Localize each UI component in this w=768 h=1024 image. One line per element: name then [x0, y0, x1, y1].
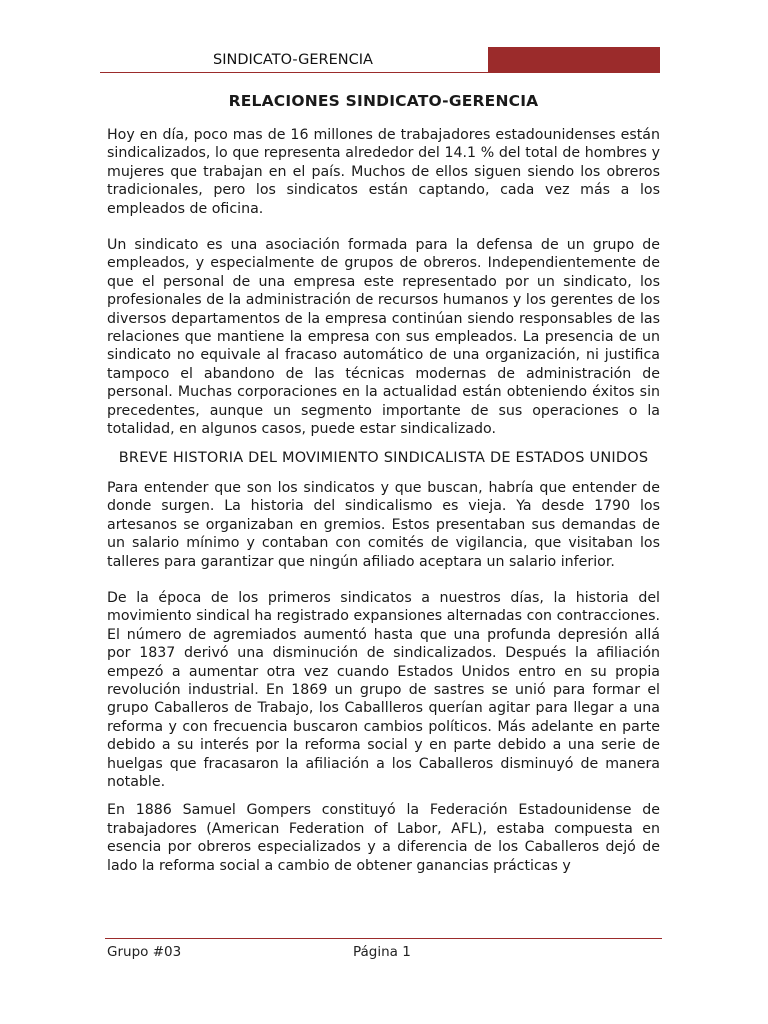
- paragraph-intro: Hoy en día, poco mas de 16 millones de trabajadores estadounidenses están sindicalizados, lo que representa alrededor del 14.1 % del total de hombres y mujeres que trabajan en el país. Muchos de ellos siguen siendo los obreros tradicionales, pero los sindicatos están captando, cada vez más a los empleados de oficina.: [107, 127, 660, 217]
- paragraph-history-origins: Para entender que son los sindicatos y que buscan, habría que entender de donde surgen. La historia del sindicalismo es vieja. Ya desde 1790 los artesanos se organizaban en gremios. Estos presentaban sus demandas de un salario mínimo y contaban con comités de vigilancia, que visitaban los talleres para garantizar que ningún afiliado aceptara un salario inferior.: [107, 479, 660, 570]
- paragraph-history-expansion: De la época de los primeros sindicatos a nuestros días, la historia del movimiento sindical ha registrado expansiones alternadas con contracciones. El número de agremiados aumentó hasta que una profunda depresión allá por 1837 derivó una disminución de sindicalizados. Después la afiliación empezó a aumentar otra vez cuando Estados Unidos entro en su propia revolución industrial. En 1869 un grupo de sastres se unió para formar el grupo Caballeros de Trabajo, los Caballleros querían agitar para llegar a una reforma y con frecuencia buscaron cambios políticos. Más adelante en parte debido a su interés por la reforma social y en parte debido a una serie de huelgas que fracasaron la afiliación a los Caballeros disminuyó de manera notable.: [107, 589, 660, 790]
- section-subheading: BREVE HISTORIA DEL MOVIMIENTO SINDICALISTA DE ESTADOS UNIDOS: [118, 449, 649, 466]
- paragraph-afl: En 1886 Samuel Gompers constituyó la Federación Estadounidense de trabajadores (American Federation of Labor, AFL), estaba compuesta en esencia por obreros especializados y a diferencia de los Caballeros dejó de lado la reforma social a cambio de obtener ganancias prácticas y: [107, 802, 660, 874]
- document-heading: RELACIONES SINDICATO-GERENCIA: [228, 92, 539, 110]
- paragraph-sindicato-definition: Un sindicato es una asociación formada para la defensa de un grupo de empleados, y especialmente de grupos de obreros. Independientemente de que el personal de una empresa este representado por un sindicato, los profesionales de la administración de recursos humanos y los gerentes de los diversos departamentos de la empresa continúan siendo responsables de las relaciones que mantiene la empresa con sus empleados. La presencia de un sindicato no equivale al fracaso automático de una organización, ni justifica tampoco el abandono de las técnicas modernas de administración de personal. Muchas corporaciones en la actualidad están obteniendo éxitos sin precedentes, aunque un segmento importante de sus operaciones o la totalidad, en algunos casos, puede estar sindicalizado.: [107, 237, 660, 438]
- footer-rule: [105, 938, 662, 939]
- footer-page-number: Página 1: [353, 944, 411, 960]
- header-accent-bar: [488, 47, 660, 73]
- header-rule: [100, 72, 488, 73]
- page-header: [100, 47, 660, 73]
- footer-group-label: Grupo #03: [107, 944, 182, 960]
- document-body: [107, 90, 660, 893]
- header-title: SINDICATO-GERENCIA: [213, 52, 373, 68]
